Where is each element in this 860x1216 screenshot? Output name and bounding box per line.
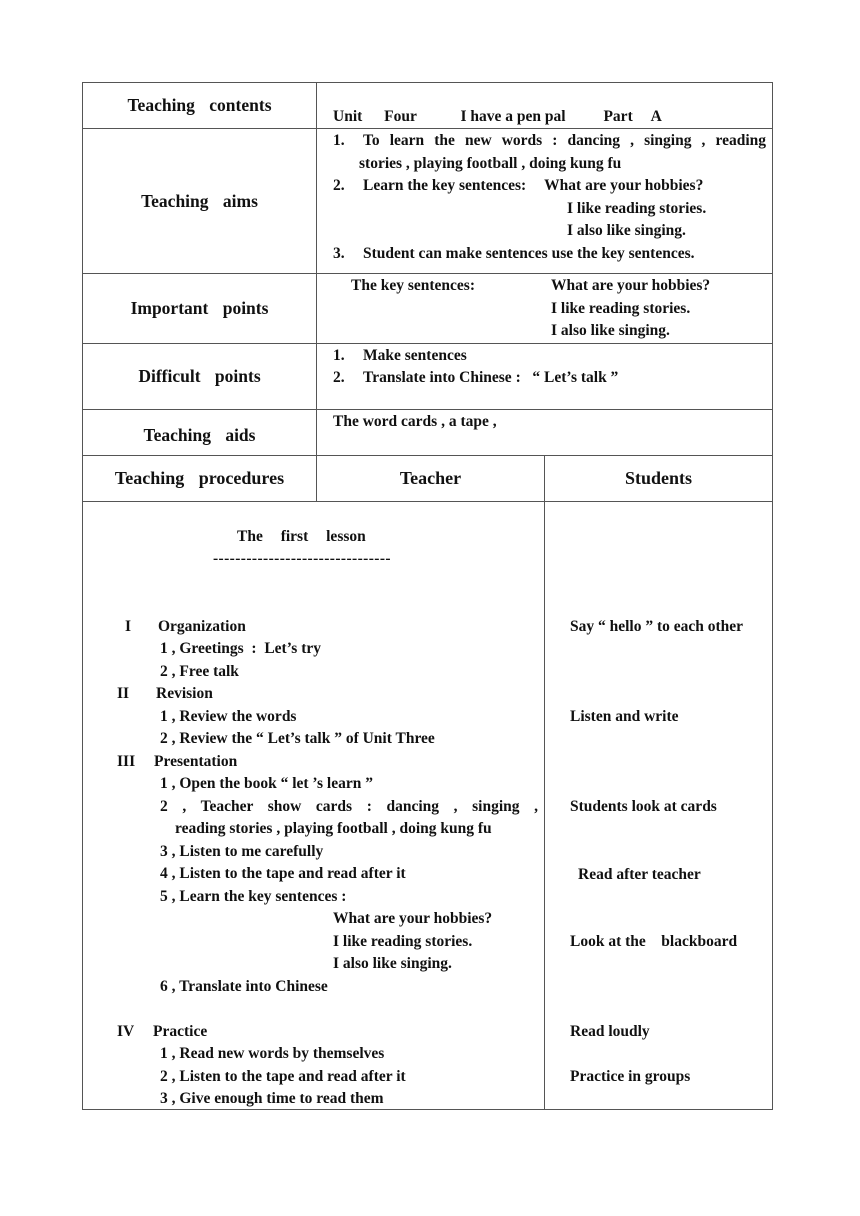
unit-label: Unit — [333, 108, 363, 125]
important-sentence-2: I like reading stories. — [551, 299, 691, 317]
label-teaching-aids: Teaching aids — [83, 409, 317, 455]
student-activity: Read after teacher — [578, 865, 701, 883]
student-activity: Students look at cards — [570, 797, 717, 815]
aim-2: 2. Learn the key sentences: What are your hobbies? — [333, 177, 704, 194]
lesson-body — [83, 526, 545, 1111]
label-difficult-points: Difficult points — [83, 343, 317, 409]
section-practice: IV Practice — [117, 1022, 208, 1040]
procedure-item: 1 , Review the words — [160, 707, 297, 725]
student-activity: Say “ hello ” to each other — [570, 617, 744, 635]
procedure-item: 1 , Read new words by themselves — [160, 1045, 385, 1062]
row-important-points — [83, 274, 773, 344]
header-teaching-procedures: Teaching procedures — [83, 455, 317, 501]
procedure-item: 3 , Listen to me carefully — [160, 842, 324, 860]
lesson-title: The first lesson — [237, 527, 366, 545]
row-procedures-header — [83, 455, 773, 501]
key-sentence: I also like singing. — [333, 955, 452, 972]
label-teaching-contents: Teaching contents — [83, 83, 317, 129]
procedure-item: 4 , Listen to the tape and read after it — [160, 865, 406, 882]
part-label: Part — [603, 108, 633, 125]
procedure-item: 1 , Open the book “ let ’s learn ” — [160, 775, 373, 792]
procedure-item: 3 , Give enough time to read them — [160, 1090, 384, 1107]
aim-1: 1. To learn the new words : dancing , singing , reading — [333, 132, 766, 149]
students-activity-cell — [545, 501, 773, 1109]
key-sentence: What are your hobbies? — [333, 910, 493, 927]
section-presentation: III Presentation — [117, 752, 238, 770]
lesson-plan-table — [82, 82, 773, 1110]
header-students: Students — [545, 455, 773, 501]
teacher-procedure-cell — [83, 501, 545, 1109]
contents-cell — [317, 83, 773, 129]
procedure-item: 1 , Greetings : Let’s try — [160, 640, 321, 657]
aim-2-sentence-2: I like reading stories. — [567, 199, 707, 217]
procedure-item: 2 , Teacher show cards : dancing , singing , — [160, 797, 538, 815]
procedure-item: 5 , Learn the key sentences : — [160, 887, 347, 905]
key-sentence: I like reading stories. — [333, 932, 473, 950]
aim-2-sentence-3: I also like singing. — [567, 222, 686, 239]
aids-text: The word cards , a tape , — [333, 412, 497, 430]
contents-line — [333, 108, 662, 126]
difficult-cell — [317, 343, 773, 409]
unit-title: I have a pen pal — [460, 108, 566, 125]
section-revision: II Revision — [117, 685, 213, 702]
aims-cell — [317, 129, 773, 274]
unit-number: Four — [384, 108, 417, 125]
aim-3: 3. Student can make sentences use the key sentences. — [333, 244, 695, 262]
procedure-item: 6 , Translate into Chinese — [160, 977, 328, 995]
important-sentence-3: I also like singing. — [551, 322, 670, 339]
student-activity: Listen and write — [570, 707, 679, 725]
student-activity: Practice in groups — [570, 1067, 691, 1085]
aids-cell — [317, 409, 773, 455]
student-activity: Look at the blackboard — [570, 932, 738, 950]
row-lesson-body — [83, 501, 773, 1109]
procedure-item: 2 , Free talk — [160, 662, 239, 680]
row-teaching-aims — [83, 129, 773, 274]
row-teaching-contents — [83, 83, 773, 129]
header-teacher: Teacher — [317, 455, 545, 501]
important-sentence-1: What are your hobbies? — [551, 277, 711, 294]
procedure-item: 2 , Review the “ Let’s talk ” of Unit Three — [160, 730, 435, 747]
aim-1-cont: stories , playing football , doing kung fu — [359, 154, 622, 172]
lesson-rule: -------------------------------- — [213, 550, 391, 567]
important-cell — [317, 274, 773, 344]
row-teaching-aids — [83, 409, 773, 455]
part-letter: A — [650, 108, 662, 125]
procedure-item-cont: reading stories , playing football , doing kung fu — [175, 820, 492, 837]
label-teaching-aims: Teaching aims — [83, 129, 317, 274]
student-activity: Read loudly — [570, 1022, 650, 1040]
difficult-2: 2. Translate into Chinese : “ Let’s talk ” — [333, 369, 619, 386]
section-organization: I Organization — [125, 617, 246, 635]
label-important-points: Important points — [83, 274, 317, 344]
row-difficult-points — [83, 343, 773, 409]
difficult-1: 1. Make sentences — [333, 346, 467, 364]
procedure-item: 2 , Listen to the tape and read after it — [160, 1067, 406, 1085]
important-lead: The key sentences: — [351, 277, 475, 294]
